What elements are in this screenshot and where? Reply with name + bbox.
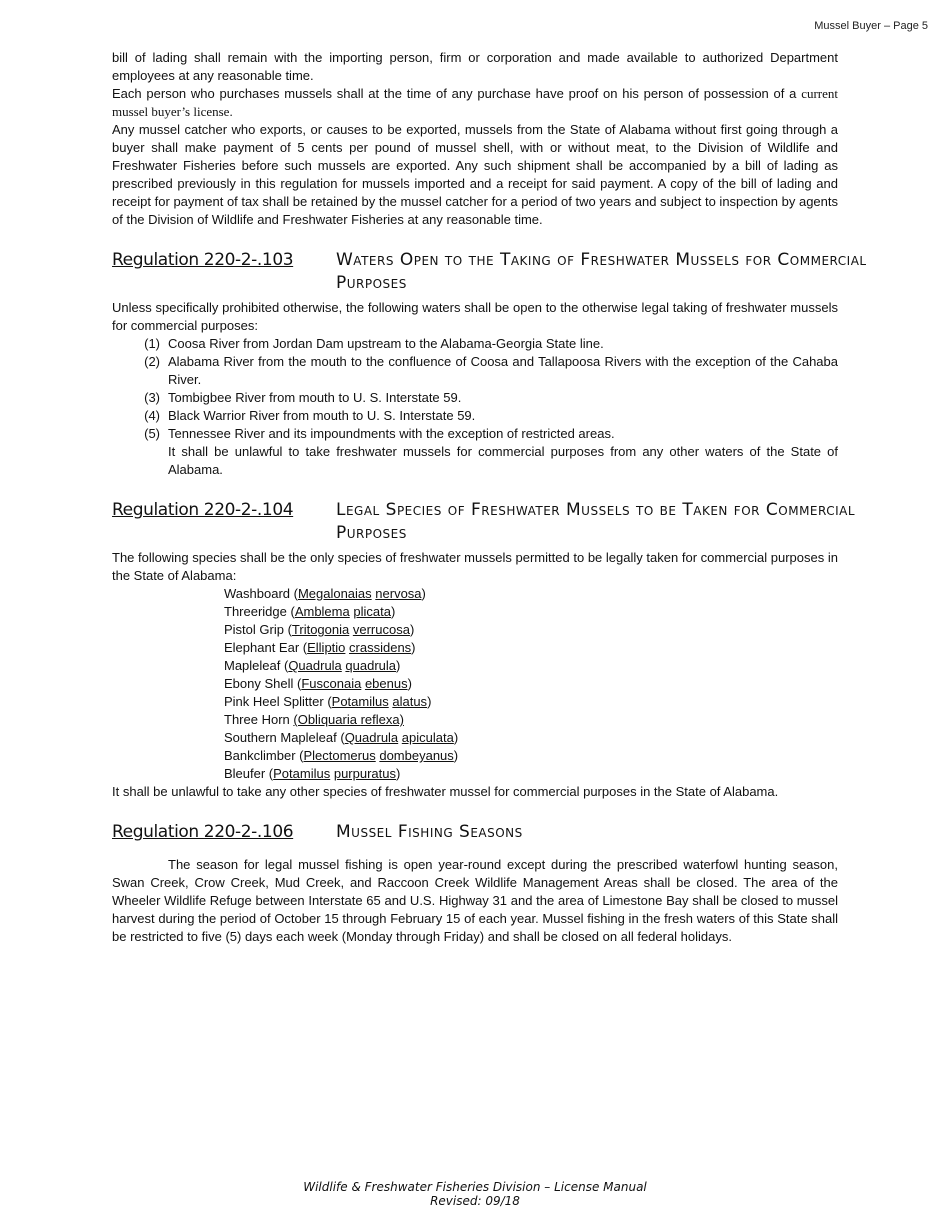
list-item (112, 353, 838, 389)
species-close: ) (427, 694, 432, 709)
intro-paragraph-2 (112, 85, 838, 121)
list-item (112, 425, 838, 443)
list-item-number: (3) (144, 390, 160, 405)
species-common-name: Mapleleaf ( (224, 658, 289, 673)
species-common-name: Southern Mapleleaf ( (224, 730, 345, 745)
species-common-name: Ebony Shell ( (224, 676, 302, 691)
species-item (224, 621, 838, 639)
species-item (224, 711, 838, 729)
intro-paragraph-2-b: current mussel buyer’s license. (112, 86, 838, 119)
regulation-104-heading (112, 499, 856, 545)
regulation-103-title: Waters Open to the Taking of Freshwater Mussels for Commercial Purposes (336, 250, 867, 293)
regulation-104-title: Legal Species of Freshwater Mussels to be Taken for Commercial Purposes (336, 500, 856, 543)
species-genus: Plectomerus (303, 748, 376, 763)
species-item (224, 675, 838, 693)
species-close: ) (396, 658, 401, 673)
intro-paragraph-3: Any mussel catcher who exports, or causes to be exported, mussels from the State of Alabama without first going through a buyer shall make payment of 5 cents per pound of mussel shell, with or without meat, to the Division of Wildlife and Freshwater Fisheries before such mussels are exported. Any such shipment shall be accompanied by a bill of lading as prescribed previously in this regulation for mussels imported and a receipt for said payment. A copy of the bill of lading and receipt for payment of tax shall be retained by the mussel catcher for a period of two years and subject to inspection by agents of the Division of Wildlife and Freshwater Fisheries at any reasonable time. (112, 122, 838, 227)
list-item-text: Coosa River from Jordan Dam upstream to the Alabama-Georgia State line. (168, 336, 604, 351)
species-common-name: Pink Heel Splitter ( (224, 694, 332, 709)
species-genus: (Obliquaria (293, 712, 357, 727)
species-epithet: dombeyanus (379, 748, 454, 763)
footer-line-1: Wildlife & Freshwater Fisheries Division – License Manual (303, 1180, 647, 1194)
species-genus: Megalonaias (297, 586, 372, 601)
species-epithet: quadrula (345, 658, 397, 673)
species-item (224, 639, 838, 657)
species-close: ) (409, 622, 415, 637)
species-list (224, 585, 838, 783)
list-item-text: Tennessee River and its impoundments with the exception of restricted areas. (168, 426, 615, 441)
list-item-number: (5) (144, 426, 160, 441)
regulation-103-note: It shall be unlawful to take freshwater mussels for commercial purposes from any other waters of the State of Alabama. (168, 444, 838, 477)
page-footer (0, 1180, 950, 1208)
species-epithet: plicata (353, 604, 391, 619)
species-common-name: Three Horn (224, 712, 294, 727)
species-genus: Quadrula (288, 658, 342, 673)
species-genus: Elliptio (307, 640, 346, 655)
species-close: ) (453, 748, 459, 763)
regulation-106-heading (112, 821, 838, 844)
species-item (224, 585, 838, 603)
species-common-name: Threeridge ( (224, 604, 295, 619)
species-epithet: verrucosa (352, 622, 410, 637)
regulation-104-intro: The following species shall be the only species of freshwater mussels permitted to be legally taken for commercial purposes in the State of Alabama: (112, 550, 838, 583)
species-common-name: Elephant Ear ( (224, 640, 308, 655)
species-epithet: nervosa (375, 586, 422, 601)
list-item-text: Black Warrior River from mouth to U. S. Interstate 59. (168, 408, 476, 423)
regulation-106-body: The season for legal mussel fishing is open year-round except during the prescribed waterfowl hunting season, Swan Creek, Crow Creek, Mud Creek, and Raccoon Creek Wildlife Management Areas shall be closed. The area of the Wheeler Wildlife Refuge between Interstate 65 and U.S. Highway 31 and the area of Limestone Bay shall be closed to mussel harvest during the period of October 15 through February 15 of each year. Mussel fishing in the fresh waters of this State shall be restricted to five (5) days each week (Monday through Friday) and shall be closed on all federal holidays. (112, 857, 838, 944)
list-item-text: Alabama River from the mouth to the confluence of Coosa and Tallapoosa Rivers with the exception of the Cahaba River. (168, 354, 838, 387)
regulation-106-title: Mussel Fishing Seasons (336, 822, 523, 842)
document-body (112, 49, 867, 946)
regulation-103-heading (112, 249, 867, 295)
intro-paragraph-1: bill of lading shall remain with the importing person, firm or corporation and made available to authorized Department employees at any reasonable time. (112, 50, 838, 83)
species-genus: Quadrula (344, 730, 399, 745)
regulation-104-closing: It shall be unlawful to take any other species of freshwater mussel for commercial purposes in the State of Alabama. (112, 784, 779, 799)
species-item (224, 693, 838, 711)
species-genus: Potamilus (331, 694, 389, 709)
species-epithet: reflexa) (360, 712, 404, 727)
species-item (224, 747, 838, 765)
species-common-name: Washboard ( (224, 586, 298, 601)
footer-line-2: Revised: 09/18 (430, 1194, 520, 1208)
regulation-103-intro: Unless specifically prohibited otherwise, the following waters shall be open to the otherwise legal taking of freshwater mussels for commercial purposes: (112, 300, 838, 333)
regulation-103-number: Regulation 220-2-.103 (112, 250, 294, 270)
species-common-name: Pistol Grip ( (224, 622, 292, 637)
species-common-name: Bankclimber ( (224, 748, 304, 763)
species-scientific-name (293, 712, 404, 727)
regulation-104-number: Regulation 220-2-.104 (112, 500, 294, 520)
species-genus: Amblema (294, 604, 350, 619)
species-genus: Fusconaia (301, 676, 362, 691)
list-item (112, 389, 838, 407)
list-item (112, 335, 838, 353)
species-item (224, 765, 838, 783)
list-item-text: Tombigbee River from mouth to U. S. Interstate 59. (168, 390, 462, 405)
species-close: ) (411, 640, 416, 655)
species-epithet: apiculata (401, 730, 454, 745)
list-item-number: (4) (144, 408, 160, 423)
species-close: ) (396, 766, 401, 781)
species-epithet: ebenus (364, 676, 408, 691)
species-item (224, 657, 838, 675)
intro-paragraph-2-a: Each person who purchases mussels shall at the time of any purchase have proof on his person of possession of a (112, 86, 797, 101)
list-item-number: (1) (144, 336, 160, 351)
river-list (112, 335, 838, 443)
regulation-106-number: Regulation 220-2-.106 (112, 822, 294, 842)
species-epithet: alatus (392, 694, 428, 709)
list-item-number: (2) (144, 354, 160, 369)
species-common-name: Bleufer ( (224, 766, 274, 781)
page-header: Mussel Buyer – Page 5 (814, 20, 928, 32)
species-item (224, 729, 838, 747)
species-epithet: purpuratus (333, 766, 396, 781)
species-genus: Tritogonia (291, 622, 350, 637)
species-close: ) (407, 676, 412, 691)
species-close: ) (390, 604, 396, 619)
species-item (224, 603, 838, 621)
species-close: ) (453, 730, 459, 745)
list-item (112, 407, 838, 425)
species-epithet: crassidens (349, 640, 412, 655)
species-close: ) (421, 586, 426, 601)
species-genus: Potamilus (273, 766, 331, 781)
